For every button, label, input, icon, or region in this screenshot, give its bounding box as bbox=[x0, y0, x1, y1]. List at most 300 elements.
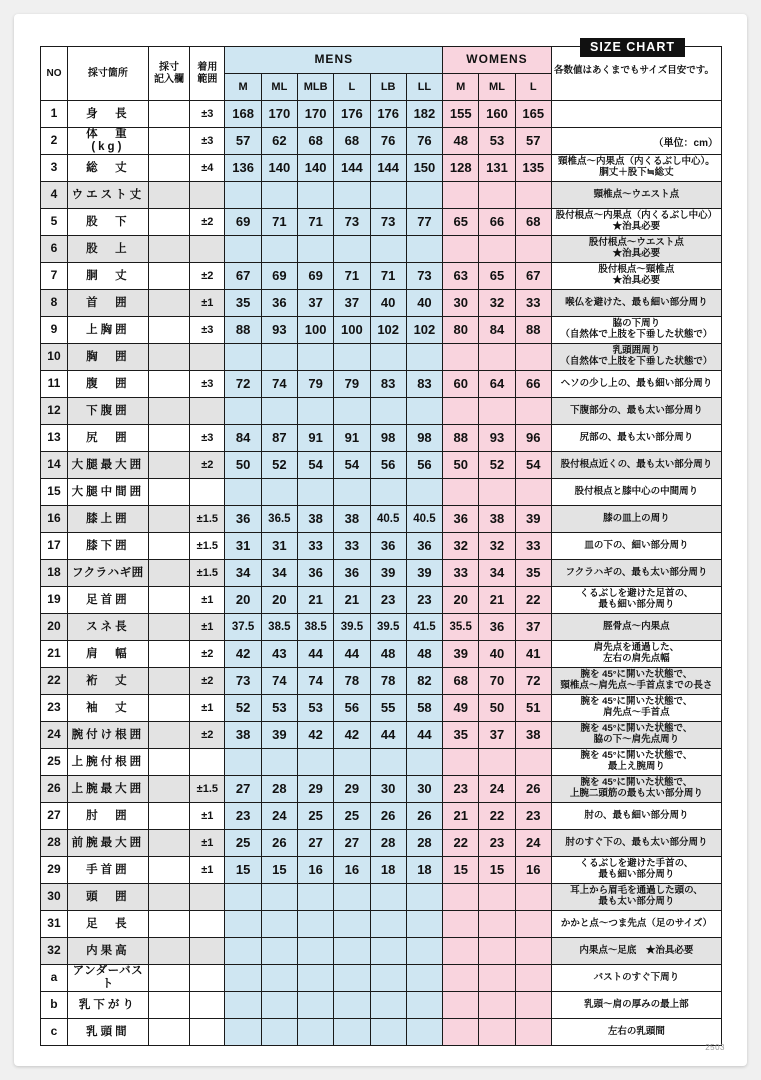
header-no-label: NO bbox=[46, 67, 62, 79]
row-b-womens-L bbox=[515, 992, 551, 1019]
row-6-mens-LL bbox=[406, 236, 442, 263]
row-27-mens-LB: 26 bbox=[370, 803, 406, 830]
row-no-22: 22 bbox=[41, 668, 68, 695]
row-desc-10: 乳頭囲周り （自然体で上肢を下垂した状態で） bbox=[551, 344, 721, 371]
row-range-27: ±1 bbox=[190, 803, 225, 830]
table-row bbox=[41, 290, 722, 317]
row-11-mens-M: 72 bbox=[225, 371, 261, 398]
measurement-input-17[interactable] bbox=[148, 533, 189, 560]
row-27-womens-M: 21 bbox=[443, 803, 479, 830]
row-desc-6: 股付根点〜ウエスト点 ★治具必要 bbox=[551, 236, 721, 263]
row-3-mens-LL: 150 bbox=[406, 155, 442, 182]
row-c-womens-ML bbox=[479, 1019, 515, 1046]
row-11-mens-LL: 83 bbox=[406, 371, 442, 398]
measurement-input-21[interactable] bbox=[148, 641, 189, 668]
row-23-mens-M: 52 bbox=[225, 695, 261, 722]
measurement-input-22[interactable] bbox=[148, 668, 189, 695]
row-22-womens-ML: 70 bbox=[479, 668, 515, 695]
row-no-12: 12 bbox=[41, 398, 68, 425]
header-no bbox=[41, 47, 68, 101]
row-5-mens-ML: 71 bbox=[261, 209, 297, 236]
measurement-input-32[interactable] bbox=[148, 938, 189, 965]
row-desc-a: バストのすぐ下周り bbox=[551, 965, 721, 992]
row-6-mens-MLB bbox=[298, 236, 334, 263]
row-range-2: ±3 bbox=[190, 128, 225, 155]
row-range-c bbox=[190, 1019, 225, 1046]
row-desc-21: 肩先点を通過した、 左右の肩先点幅 bbox=[551, 641, 721, 668]
row-6-womens-L bbox=[515, 236, 551, 263]
row-24-womens-M: 35 bbox=[443, 722, 479, 749]
table-row bbox=[41, 317, 722, 344]
row-23-mens-MLB: 53 bbox=[298, 695, 334, 722]
row-23-mens-LB: 55 bbox=[370, 695, 406, 722]
row-part-26: 上腕最大囲 bbox=[67, 776, 148, 803]
row-22-mens-L: 78 bbox=[334, 668, 370, 695]
row-18-womens-M: 33 bbox=[443, 560, 479, 587]
row-desc-24: 腕を 45°に開いた状態で、 脇の下〜肩先点周り bbox=[551, 722, 721, 749]
row-part-c: 乳頭間 bbox=[67, 1019, 148, 1046]
row-part-32: 内果高 bbox=[67, 938, 148, 965]
row-6-mens-M bbox=[225, 236, 261, 263]
row-25-womens-M bbox=[443, 749, 479, 776]
row-10-womens-M bbox=[443, 344, 479, 371]
row-a-womens-M bbox=[443, 965, 479, 992]
measurement-input-20[interactable] bbox=[148, 614, 189, 641]
row-29-mens-L: 16 bbox=[334, 857, 370, 884]
row-b-mens-LB bbox=[370, 992, 406, 1019]
header-col-mens-mlb: MLB bbox=[298, 74, 334, 101]
table-row bbox=[41, 1019, 722, 1046]
table-row bbox=[41, 830, 722, 857]
row-3-womens-L: 135 bbox=[515, 155, 551, 182]
row-32-mens-MLB bbox=[298, 938, 334, 965]
row-a-womens-L bbox=[515, 965, 551, 992]
row-12-womens-M bbox=[443, 398, 479, 425]
row-desc-3: 頸椎点〜内果点（内くるぶし中心）。 胴丈＋股下≒総丈 bbox=[551, 155, 721, 182]
row-c-womens-M bbox=[443, 1019, 479, 1046]
row-16-mens-LL: 40.5 bbox=[406, 506, 442, 533]
header-womens-group: WOMENS bbox=[443, 47, 552, 74]
row-32-mens-LB bbox=[370, 938, 406, 965]
row-2-womens-M: 48 bbox=[443, 128, 479, 155]
row-part-31: 足 長 bbox=[67, 911, 148, 938]
row-4-womens-M bbox=[443, 182, 479, 209]
row-20-womens-L: 37 bbox=[515, 614, 551, 641]
row-desc-4: 頸椎点〜ウエスト点 bbox=[551, 182, 721, 209]
measurement-input-30[interactable] bbox=[148, 884, 189, 911]
row-30-womens-L bbox=[515, 884, 551, 911]
row-27-womens-ML: 22 bbox=[479, 803, 515, 830]
row-part-12: 下腹囲 bbox=[67, 398, 148, 425]
row-28-mens-L: 27 bbox=[334, 830, 370, 857]
row-desc-12: 下腹部分の、最も太い部分周り bbox=[551, 398, 721, 425]
table-row bbox=[41, 344, 722, 371]
measurement-input-14[interactable] bbox=[148, 452, 189, 479]
header-col-mens-lb: LB bbox=[370, 74, 406, 101]
row-c-mens-M bbox=[225, 1019, 261, 1046]
row-range-9: ±3 bbox=[190, 317, 225, 344]
row-12-mens-ML bbox=[261, 398, 297, 425]
row-29-mens-MLB: 16 bbox=[298, 857, 334, 884]
row-range-24: ±2 bbox=[190, 722, 225, 749]
measurement-input-7[interactable] bbox=[148, 263, 189, 290]
row-5-womens-M: 65 bbox=[443, 209, 479, 236]
measurement-input-27[interactable] bbox=[148, 803, 189, 830]
table-body bbox=[41, 101, 722, 1046]
row-part-20: スネ長 bbox=[67, 614, 148, 641]
row-23-mens-ML: 53 bbox=[261, 695, 297, 722]
row-5-mens-L: 73 bbox=[334, 209, 370, 236]
row-26-mens-LL: 30 bbox=[406, 776, 442, 803]
row-31-womens-M bbox=[443, 911, 479, 938]
measurement-input-15[interactable] bbox=[148, 479, 189, 506]
row-7-womens-L: 67 bbox=[515, 263, 551, 290]
row-1-mens-L: 176 bbox=[334, 101, 370, 128]
row-9-mens-ML: 93 bbox=[261, 317, 297, 344]
row-range-15 bbox=[190, 479, 225, 506]
header-col-mens-ll: LL bbox=[406, 74, 442, 101]
row-5-mens-MLB: 71 bbox=[298, 209, 334, 236]
measurement-input-3[interactable] bbox=[148, 155, 189, 182]
row-range-23: ±1 bbox=[190, 695, 225, 722]
row-c-mens-MLB bbox=[298, 1019, 334, 1046]
row-part-19: 足首囲 bbox=[67, 587, 148, 614]
row-range-29: ±1 bbox=[190, 857, 225, 884]
row-range-26: ±1.5 bbox=[190, 776, 225, 803]
measurement-input-24[interactable] bbox=[148, 722, 189, 749]
row-28-mens-ML: 26 bbox=[261, 830, 297, 857]
row-range-13: ±3 bbox=[190, 425, 225, 452]
row-6-mens-LB bbox=[370, 236, 406, 263]
row-15-mens-M bbox=[225, 479, 261, 506]
row-no-23: 23 bbox=[41, 695, 68, 722]
row-2-mens-LL: 76 bbox=[406, 128, 442, 155]
table-row bbox=[41, 614, 722, 641]
row-part-10: 胸 囲 bbox=[67, 344, 148, 371]
row-4-womens-L bbox=[515, 182, 551, 209]
row-15-mens-L bbox=[334, 479, 370, 506]
row-range-8: ±1 bbox=[190, 290, 225, 317]
measurement-input-b[interactable] bbox=[148, 992, 189, 1019]
measurement-input-23[interactable] bbox=[148, 695, 189, 722]
row-7-mens-LL: 73 bbox=[406, 263, 442, 290]
row-25-womens-L bbox=[515, 749, 551, 776]
row-no-17: 17 bbox=[41, 533, 68, 560]
row-desc-20: 脛骨点〜内果点 bbox=[551, 614, 721, 641]
row-9-womens-L: 88 bbox=[515, 317, 551, 344]
row-range-22: ±2 bbox=[190, 668, 225, 695]
row-16-womens-M: 36 bbox=[443, 506, 479, 533]
row-15-mens-ML bbox=[261, 479, 297, 506]
row-3-womens-ML: 131 bbox=[479, 155, 515, 182]
table-row bbox=[41, 560, 722, 587]
row-22-mens-ML: 74 bbox=[261, 668, 297, 695]
table-row bbox=[41, 236, 722, 263]
row-20-mens-MLB: 38.5 bbox=[298, 614, 334, 641]
row-no-20: 20 bbox=[41, 614, 68, 641]
table-row bbox=[41, 587, 722, 614]
row-30-mens-ML bbox=[261, 884, 297, 911]
row-no-11: 11 bbox=[41, 371, 68, 398]
header-col-womens-l: L bbox=[515, 74, 551, 101]
row-part-b: 乳下がり bbox=[67, 992, 148, 1019]
table-row bbox=[41, 263, 722, 290]
header-part bbox=[67, 47, 148, 101]
measurement-input-10[interactable] bbox=[148, 344, 189, 371]
row-part-29: 手首囲 bbox=[67, 857, 148, 884]
header-range bbox=[190, 47, 225, 101]
row-14-mens-ML: 52 bbox=[261, 452, 297, 479]
row-2-mens-LB: 76 bbox=[370, 128, 406, 155]
row-a-mens-L bbox=[334, 965, 370, 992]
row-11-womens-ML: 64 bbox=[479, 371, 515, 398]
row-30-womens-M bbox=[443, 884, 479, 911]
row-19-womens-M: 20 bbox=[443, 587, 479, 614]
table-row bbox=[41, 722, 722, 749]
row-range-10 bbox=[190, 344, 225, 371]
row-b-mens-MLB bbox=[298, 992, 334, 1019]
measurement-input-4[interactable] bbox=[148, 182, 189, 209]
row-4-mens-L bbox=[334, 182, 370, 209]
table-row bbox=[41, 965, 722, 992]
row-28-mens-MLB: 27 bbox=[298, 830, 334, 857]
row-range-11: ±3 bbox=[190, 371, 225, 398]
row-6-mens-ML bbox=[261, 236, 297, 263]
row-part-30: 頭 囲 bbox=[67, 884, 148, 911]
row-19-mens-ML: 20 bbox=[261, 587, 297, 614]
row-range-14: ±2 bbox=[190, 452, 225, 479]
row-27-mens-L: 25 bbox=[334, 803, 370, 830]
row-27-mens-LL: 26 bbox=[406, 803, 442, 830]
row-c-mens-ML bbox=[261, 1019, 297, 1046]
row-18-womens-L: 35 bbox=[515, 560, 551, 587]
row-10-mens-LL bbox=[406, 344, 442, 371]
row-6-womens-ML bbox=[479, 236, 515, 263]
measurement-input-c[interactable] bbox=[148, 1019, 189, 1046]
row-range-1: ±3 bbox=[190, 101, 225, 128]
row-13-mens-L: 91 bbox=[334, 425, 370, 452]
row-22-womens-L: 72 bbox=[515, 668, 551, 695]
row-2-mens-ML: 62 bbox=[261, 128, 297, 155]
row-31-womens-L bbox=[515, 911, 551, 938]
row-no-3: 3 bbox=[41, 155, 68, 182]
row-part-8: 首 囲 bbox=[67, 290, 148, 317]
row-27-mens-MLB: 25 bbox=[298, 803, 334, 830]
row-24-womens-ML: 37 bbox=[479, 722, 515, 749]
measurement-input-26[interactable] bbox=[148, 776, 189, 803]
measurement-input-16[interactable] bbox=[148, 506, 189, 533]
row-12-mens-M bbox=[225, 398, 261, 425]
measurement-input-12[interactable] bbox=[148, 398, 189, 425]
table-row bbox=[41, 452, 722, 479]
row-part-22: 裄 丈 bbox=[67, 668, 148, 695]
row-28-womens-L: 24 bbox=[515, 830, 551, 857]
row-1-womens-M: 155 bbox=[443, 101, 479, 128]
row-desc-18: フクラハギの、最も太い部分周り bbox=[551, 560, 721, 587]
table-row bbox=[41, 911, 722, 938]
row-21-mens-MLB: 44 bbox=[298, 641, 334, 668]
measurement-input-13[interactable] bbox=[148, 425, 189, 452]
row-8-mens-L: 37 bbox=[334, 290, 370, 317]
row-17-mens-ML: 31 bbox=[261, 533, 297, 560]
row-25-womens-ML bbox=[479, 749, 515, 776]
row-29-mens-LB: 18 bbox=[370, 857, 406, 884]
row-part-16: 膝上囲 bbox=[67, 506, 148, 533]
row-13-womens-M: 88 bbox=[443, 425, 479, 452]
table-row bbox=[41, 938, 722, 965]
row-a-mens-ML bbox=[261, 965, 297, 992]
row-11-mens-ML: 74 bbox=[261, 371, 297, 398]
row-31-mens-LL bbox=[406, 911, 442, 938]
row-3-womens-M: 128 bbox=[443, 155, 479, 182]
header-col-womens-ml: ML bbox=[479, 74, 515, 101]
header-note bbox=[148, 47, 189, 101]
header-note-label: 採寸 記入欄 bbox=[154, 62, 184, 85]
row-no-13: 13 bbox=[41, 425, 68, 452]
row-4-mens-M bbox=[225, 182, 261, 209]
row-part-9: 上胸囲 bbox=[67, 317, 148, 344]
row-1-mens-LB: 176 bbox=[370, 101, 406, 128]
row-part-a: アンダーバスト bbox=[67, 965, 148, 992]
row-4-mens-LB bbox=[370, 182, 406, 209]
header-col-mens-l: L bbox=[334, 74, 370, 101]
size-chart-note: 各数値はあくまでもサイズ目安です。 bbox=[554, 65, 714, 76]
row-desc-11: ヘソの少し上の、最も細い部分周り bbox=[551, 371, 721, 398]
row-9-womens-ML: 84 bbox=[479, 317, 515, 344]
row-29-mens-ML: 15 bbox=[261, 857, 297, 884]
row-8-mens-LL: 40 bbox=[406, 290, 442, 317]
row-18-mens-MLB: 36 bbox=[298, 560, 334, 587]
row-31-mens-ML bbox=[261, 911, 297, 938]
table-row bbox=[41, 182, 722, 209]
row-22-mens-LB: 78 bbox=[370, 668, 406, 695]
row-29-womens-ML: 15 bbox=[479, 857, 515, 884]
row-23-womens-ML: 50 bbox=[479, 695, 515, 722]
row-18-mens-M: 34 bbox=[225, 560, 261, 587]
measurement-input-8[interactable] bbox=[148, 290, 189, 317]
measurement-input-a[interactable] bbox=[148, 965, 189, 992]
header-col-womens-m: M bbox=[443, 74, 479, 101]
row-18-mens-ML: 34 bbox=[261, 560, 297, 587]
measurement-input-2[interactable] bbox=[148, 128, 189, 155]
header-range-label: 着用 範囲 bbox=[197, 62, 218, 85]
row-no-10: 10 bbox=[41, 344, 68, 371]
row-desc-17: 皿の下の、細い部分周り bbox=[551, 533, 721, 560]
row-no-32: 32 bbox=[41, 938, 68, 965]
measurement-input-6[interactable] bbox=[148, 236, 189, 263]
measurement-input-5[interactable] bbox=[148, 209, 189, 236]
row-range-17: ±1.5 bbox=[190, 533, 225, 560]
row-17-womens-M: 32 bbox=[443, 533, 479, 560]
row-3-mens-ML: 140 bbox=[261, 155, 297, 182]
row-17-womens-L: 33 bbox=[515, 533, 551, 560]
table-row bbox=[41, 371, 722, 398]
row-24-mens-LL: 44 bbox=[406, 722, 442, 749]
row-range-16: ±1.5 bbox=[190, 506, 225, 533]
row-part-4: ウエスト丈 bbox=[67, 182, 148, 209]
row-desc-1 bbox=[551, 101, 721, 128]
measurement-input-1[interactable] bbox=[148, 101, 189, 128]
row-25-mens-MLB bbox=[298, 749, 334, 776]
row-18-mens-L: 36 bbox=[334, 560, 370, 587]
row-8-mens-M: 35 bbox=[225, 290, 261, 317]
row-b-mens-LL bbox=[406, 992, 442, 1019]
size-chart-table bbox=[40, 46, 722, 1046]
row-24-mens-ML: 39 bbox=[261, 722, 297, 749]
row-11-womens-L: 66 bbox=[515, 371, 551, 398]
row-19-mens-L: 21 bbox=[334, 587, 370, 614]
measurement-input-11[interactable] bbox=[148, 371, 189, 398]
row-b-womens-ML bbox=[479, 992, 515, 1019]
row-8-womens-L: 33 bbox=[515, 290, 551, 317]
row-no-26: 26 bbox=[41, 776, 68, 803]
table-row bbox=[41, 506, 722, 533]
measurement-input-9[interactable] bbox=[148, 317, 189, 344]
row-15-mens-LB bbox=[370, 479, 406, 506]
row-no-8: 8 bbox=[41, 290, 68, 317]
row-18-mens-LB: 39 bbox=[370, 560, 406, 587]
row-9-mens-M: 88 bbox=[225, 317, 261, 344]
row-range-6 bbox=[190, 236, 225, 263]
row-7-mens-ML: 69 bbox=[261, 263, 297, 290]
row-no-1: 1 bbox=[41, 101, 68, 128]
row-32-mens-L bbox=[334, 938, 370, 965]
row-31-womens-ML bbox=[479, 911, 515, 938]
row-3-mens-M: 136 bbox=[225, 155, 261, 182]
row-25-mens-LL bbox=[406, 749, 442, 776]
row-18-womens-ML: 34 bbox=[479, 560, 515, 587]
row-no-9: 9 bbox=[41, 317, 68, 344]
row-7-womens-M: 63 bbox=[443, 263, 479, 290]
row-28-mens-LB: 28 bbox=[370, 830, 406, 857]
row-desc-32: 内果点〜足底 ★治具必要 bbox=[551, 938, 721, 965]
row-14-womens-L: 54 bbox=[515, 452, 551, 479]
measurement-input-31[interactable] bbox=[148, 911, 189, 938]
header-col-mens-ml: ML bbox=[261, 74, 297, 101]
measurement-input-18[interactable] bbox=[148, 560, 189, 587]
row-29-womens-M: 15 bbox=[443, 857, 479, 884]
row-no-19: 19 bbox=[41, 587, 68, 614]
row-c-mens-LB bbox=[370, 1019, 406, 1046]
row-8-womens-M: 30 bbox=[443, 290, 479, 317]
row-7-mens-M: 67 bbox=[225, 263, 261, 290]
row-26-mens-L: 29 bbox=[334, 776, 370, 803]
row-desc-23: 腕を 45°に開いた状態で、 肩先点〜手首点 bbox=[551, 695, 721, 722]
row-25-mens-L bbox=[334, 749, 370, 776]
row-desc-14: 股付根点近くの、最も太い部分周り bbox=[551, 452, 721, 479]
row-desc-27: 肘の、最も細い部分周り bbox=[551, 803, 721, 830]
row-16-womens-L: 39 bbox=[515, 506, 551, 533]
row-22-mens-LL: 82 bbox=[406, 668, 442, 695]
row-21-womens-L: 41 bbox=[515, 641, 551, 668]
measurement-input-19[interactable] bbox=[148, 587, 189, 614]
measurement-input-29[interactable] bbox=[148, 857, 189, 884]
chart-container bbox=[40, 40, 722, 1046]
row-no-a: a bbox=[41, 965, 68, 992]
row-32-womens-M bbox=[443, 938, 479, 965]
measurement-input-25[interactable] bbox=[148, 749, 189, 776]
row-a-mens-M bbox=[225, 965, 261, 992]
row-3-mens-LB: 144 bbox=[370, 155, 406, 182]
row-15-mens-LL bbox=[406, 479, 442, 506]
row-20-mens-ML: 38.5 bbox=[261, 614, 297, 641]
row-7-mens-MLB: 69 bbox=[298, 263, 334, 290]
row-18-mens-LL: 39 bbox=[406, 560, 442, 587]
measurement-input-28[interactable] bbox=[148, 830, 189, 857]
row-28-womens-M: 22 bbox=[443, 830, 479, 857]
row-3-mens-L: 144 bbox=[334, 155, 370, 182]
row-25-mens-M bbox=[225, 749, 261, 776]
